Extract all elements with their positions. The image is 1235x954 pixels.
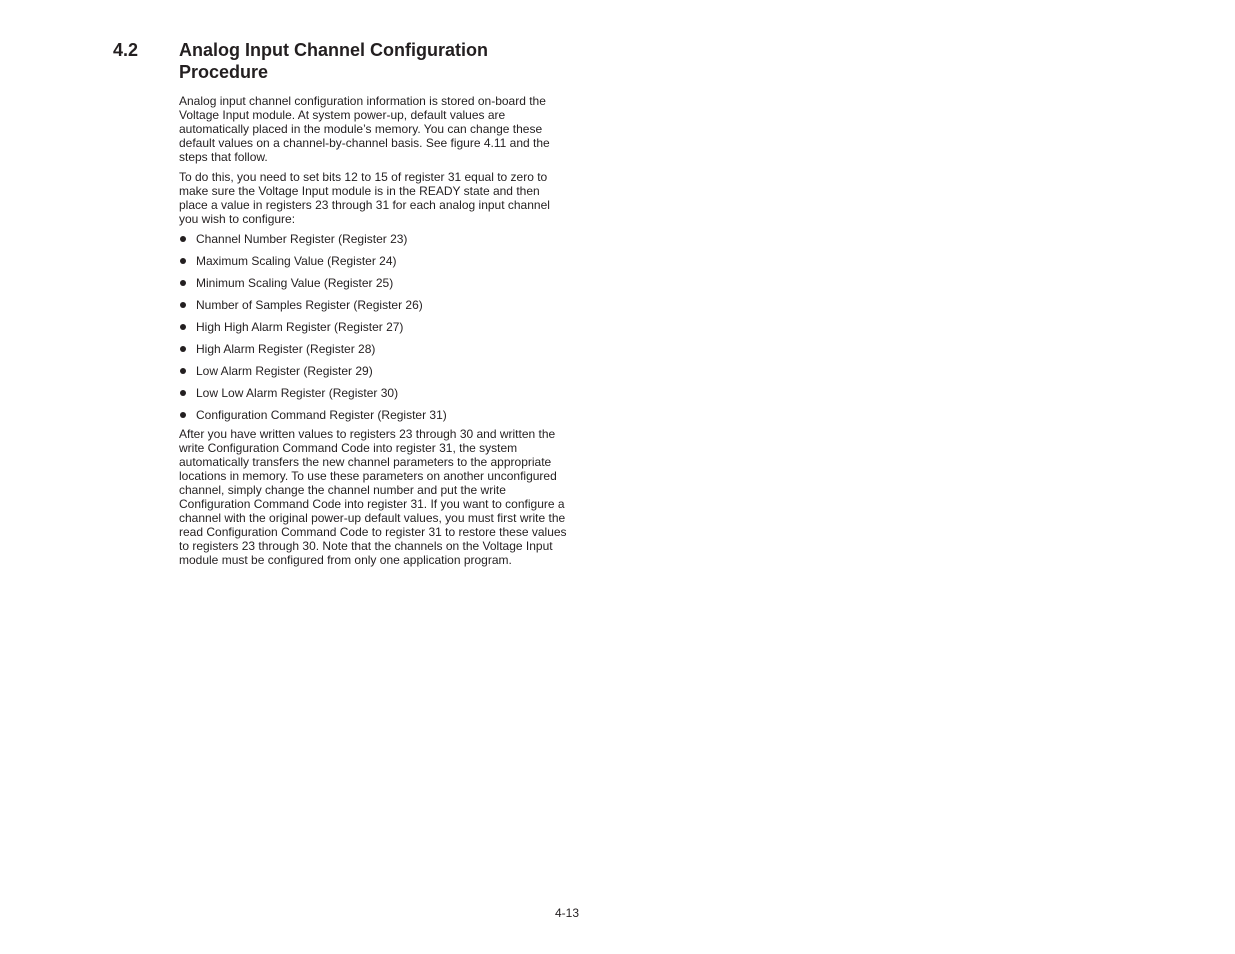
bullet-icon <box>180 390 186 396</box>
section-title-line1: Analog Input Channel Configuration <box>179 40 488 60</box>
page-number: 4-13 <box>555 906 580 920</box>
list-item <box>179 232 569 254</box>
section-number: 4.2 <box>113 40 139 60</box>
bullet-icon <box>180 236 186 242</box>
list-item <box>179 386 569 408</box>
list-item-text: Maximum Scaling Value (Register 24) <box>196 254 397 268</box>
list-item <box>179 408 569 427</box>
bullet-icon <box>180 280 186 286</box>
bullet-icon <box>180 324 186 330</box>
list-item <box>179 254 569 276</box>
list-item <box>179 276 569 298</box>
section-title <box>179 39 579 83</box>
list-item-text: Low Low Alarm Register (Register 30) <box>196 386 399 400</box>
list-item <box>179 298 569 320</box>
instructions-paragraph: To do this, you need to set bits 12 to 15 of register 31 equal to zero to make sure the Voltage Input module is in the READY state and then place a value in registers 23 through 31 for each analog input channel you wish to configure: <box>179 170 550 226</box>
bullet-icon <box>180 346 186 352</box>
register-list <box>179 232 569 427</box>
list-item <box>179 342 569 364</box>
list-item-text: Number of Samples Register (Register 26) <box>196 298 423 312</box>
bullet-icon <box>180 412 186 418</box>
intro-paragraph: Analog input channel configuration information is stored on-board the Voltage Input module. At system power-up, default values are automatically placed in the module’s memory. You can change these default values on a channel-by-channel basis. See figure 4.11 and the steps that follow. <box>179 94 550 164</box>
list-item-text: Low Alarm Register (Register 29) <box>196 364 373 378</box>
section-title-line2: Procedure <box>179 62 269 82</box>
section-body <box>179 94 569 573</box>
closing-paragraph: After you have written values to registers 23 through 30 and written the write Configuration Command Code into register 31, the system automatically transfers the new channel parameters to the appropriate locations in memory. To use these parameters on another unconfigured channel, simply change the channel number and put the write Configuration Command Code into register 31. If you want to configure a channel with the original power-up default values, you must first write the read Configuration Command Code to register 31 to restore these values to registers 23 through 30. Note that the channels on the Voltage Input module must be configured from only one application program. <box>179 427 567 567</box>
bullet-icon <box>180 302 186 308</box>
list-item-text: High High Alarm Register (Register 27) <box>196 320 404 334</box>
list-item <box>179 320 569 342</box>
list-item-text: Channel Number Register (Register 23) <box>196 232 408 246</box>
list-item-text: High Alarm Register (Register 28) <box>196 342 376 356</box>
bullet-icon <box>180 258 186 264</box>
bullet-icon <box>180 368 186 374</box>
list-item <box>179 364 569 386</box>
list-item-text: Configuration Command Register (Register 31) <box>196 408 447 422</box>
list-item-text: Minimum Scaling Value (Register 25) <box>196 276 394 290</box>
